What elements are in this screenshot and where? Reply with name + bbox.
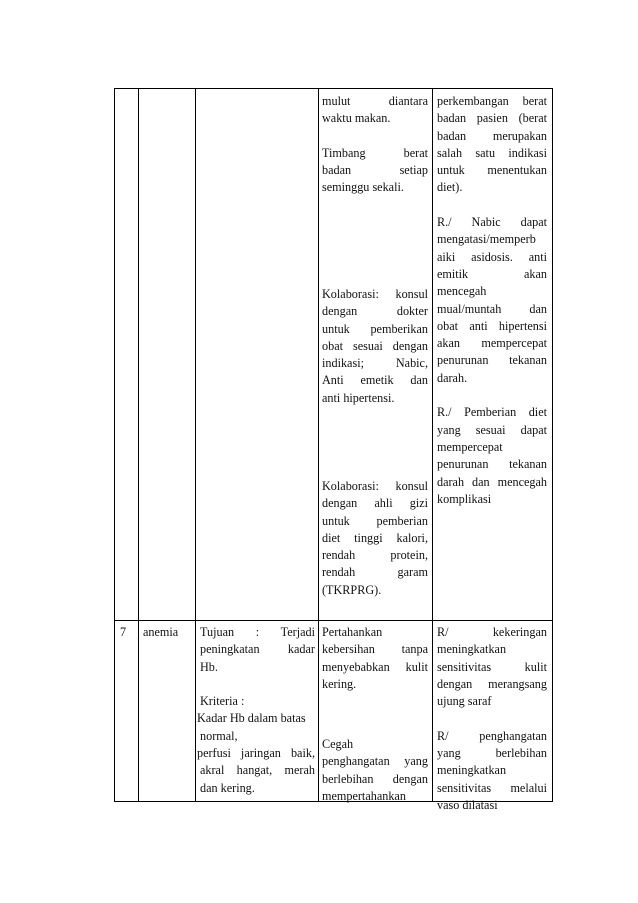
text-line: komplikasi <box>437 491 492 506</box>
text-line: dengan merangsang <box>437 676 547 691</box>
text-line: untuk menentukan <box>437 163 547 178</box>
rationale-heating <box>437 728 547 814</box>
text-line: berlebihan dengan <box>322 771 428 786</box>
text-line: sensitivitas melalui <box>437 780 547 795</box>
table-border-right <box>552 88 553 802</box>
rationale-cell-continued <box>437 93 547 508</box>
text-line: R./ Pemberian diet <box>437 405 547 420</box>
text-line: waktu makan. <box>322 111 391 126</box>
text-line: Pertahankan <box>322 625 383 639</box>
table-col-divider-3 <box>318 88 319 802</box>
text-line: R/ penghangatan <box>437 728 547 743</box>
text-line: yang berlebihan <box>437 746 547 761</box>
text-line: Cegah <box>322 737 354 751</box>
text-line: (TKRPRG). <box>322 582 382 597</box>
text-line: ujung saraf <box>437 694 492 709</box>
text-line: vaso dilatasi <box>437 797 498 812</box>
text-line: mempercepat <box>437 439 503 454</box>
text-line: meningkatkan <box>437 763 507 778</box>
text-line: Kadar Hb dalam batas <box>197 711 306 726</box>
criteria <box>197 710 315 796</box>
text-line: diet tinggi kalori, <box>322 530 428 545</box>
text-line: salah satu indikasi <box>437 145 547 160</box>
text-line: penurunan tekanan <box>437 457 547 472</box>
text-line: yang sesuai dapat <box>437 422 547 437</box>
text-line: perfusi jaringan baik, <box>197 746 315 761</box>
text-line: peningkatan kadar <box>200 642 315 657</box>
text-line: dan kering. <box>200 780 255 795</box>
text-line: kebersihan tanpa <box>322 642 428 657</box>
text-line: badan merupakan <box>437 128 547 143</box>
text-line: penurunan tekanan <box>437 353 547 368</box>
text-line: mengatasi/memperb <box>437 232 536 247</box>
text-line: badan setiap <box>322 163 428 178</box>
text-line: obat anti hipertensi <box>437 318 547 333</box>
text-line: seminggu sekali. <box>322 180 404 195</box>
text-line: untuk pemberikan <box>322 321 428 336</box>
text-line: darah dan mencegah <box>437 474 547 489</box>
rationale-cell-row7 <box>437 624 547 814</box>
text-line: indikasi; Nabic, <box>322 356 428 371</box>
intervention-hygiene <box>322 624 428 693</box>
table-col-divider-4 <box>432 88 433 802</box>
text-line: Kolaborasi: konsul <box>322 287 428 301</box>
text-line: meningkatkan <box>437 642 507 657</box>
row-number <box>120 624 136 641</box>
text-line: menyebabkan kulit <box>322 659 428 674</box>
text-line: badan pasien (berat <box>437 111 547 126</box>
rationale-dryness <box>437 624 547 710</box>
text-line: sensitivitas kulit <box>437 659 547 674</box>
intervention-cell-row7 <box>322 624 428 693</box>
goal-criteria-cell <box>197 624 315 797</box>
text-line: Anti emetik dan <box>322 373 428 388</box>
table-col-divider-1 <box>138 88 139 802</box>
text-line: dengan dokter <box>322 304 428 319</box>
rationale-diet <box>437 404 547 508</box>
text-line: Hb. <box>200 659 218 674</box>
rationale-weight <box>437 93 547 197</box>
text-line: penghangatan yang <box>322 754 428 769</box>
intervention-meal-timing <box>322 93 428 128</box>
row-number-text: 7 <box>120 625 127 639</box>
text-line: akral hangat, merah <box>200 763 315 778</box>
text-line: mulut diantara <box>322 94 428 108</box>
text-line: emitik akan <box>437 266 547 281</box>
text-line: Tujuan : Terjadi <box>200 625 315 639</box>
text-line: akan mempercepat <box>437 336 547 351</box>
diagnosis <box>143 624 193 641</box>
text-line: diet). <box>437 180 463 195</box>
text-line: Timbang berat <box>322 145 428 160</box>
table-col-divider-2 <box>195 88 196 802</box>
intervention-prevent-heating <box>322 736 428 805</box>
text-line: rendah protein, <box>322 548 428 563</box>
intervention-weigh <box>322 145 428 197</box>
criteria-label: Kriteria : <box>200 694 245 709</box>
text-line: aiki asidosis. anti <box>437 249 547 264</box>
diagnosis-text: anemia <box>143 625 179 639</box>
text-line: R./ Nabic dapat <box>437 215 547 230</box>
intervention-cell-continued <box>322 93 428 197</box>
text-line: rendah garam <box>322 565 428 580</box>
text-line: anti hipertensi. <box>322 390 395 405</box>
text-line: dengan ahli gizi <box>322 496 428 511</box>
text-line: Kolaborasi: konsul <box>322 479 428 493</box>
text-line: mual/muntah dan <box>437 301 547 316</box>
text-line: perkembangan berat <box>437 94 547 108</box>
table-border-top <box>114 88 553 89</box>
goal <box>197 624 315 676</box>
text-line: mencegah <box>437 284 487 299</box>
text-line: obat sesuai dengan <box>322 338 428 353</box>
table-row-divider <box>114 620 553 621</box>
intervention-collab-doctor <box>322 286 428 407</box>
text-line: darah. <box>437 370 468 385</box>
text-line: R/ kekeringan <box>437 625 547 639</box>
rationale-nabic <box>437 214 547 387</box>
text-line: mempertahankan <box>322 788 406 803</box>
text-line: normal, <box>200 728 238 743</box>
text-line: kering. <box>322 676 357 691</box>
intervention-collab-nutritionist <box>322 478 428 599</box>
table-border-left <box>114 88 115 802</box>
text-line: untuk pemberian <box>322 513 428 528</box>
